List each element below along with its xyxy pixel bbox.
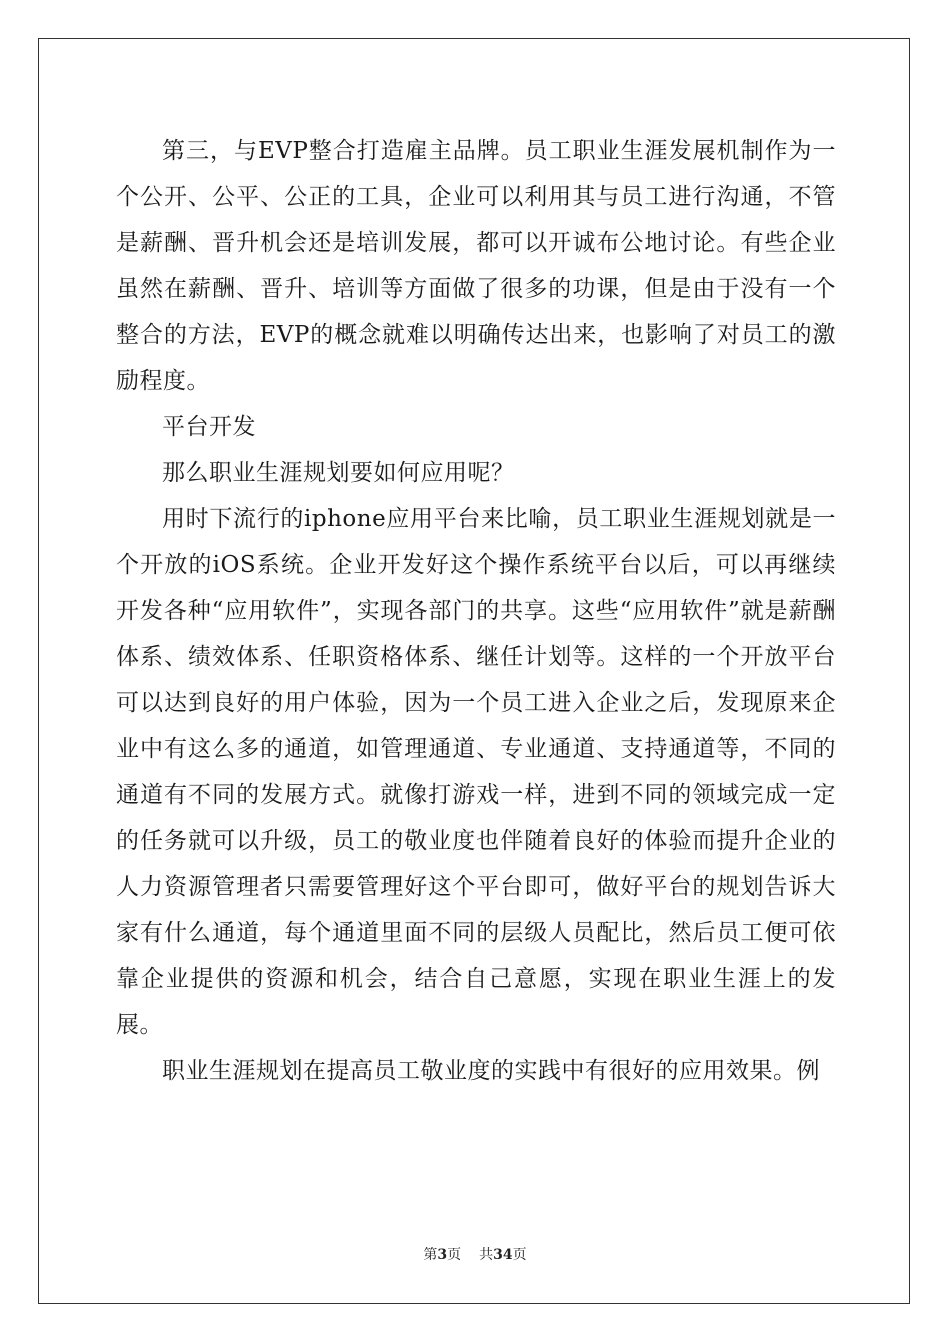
page-footer: [0, 1246, 950, 1264]
paragraph-evp-branding: 第三，与EVP整合打造雇主品牌。员工职业生涯发展机制作为一个公开、公平、公正的工具，企业可以利用其与员工进行沟通，不管是薪酬、晋升机会还是培训发展，都可以开诚布公地讨论。有些企业虽然在薪酬、晋升、培训等方面做了很多的功课，但是由于没有一个整合的方法，EVP的概念就难以明确传达出来，也影响了对员工的激励程度。: [116, 138, 836, 394]
total-page-count: 34: [493, 1247, 513, 1263]
section-heading-platform: 平台开发: [162, 414, 256, 440]
page-suffix: 页: [447, 1247, 462, 1263]
paragraph-question: 那么职业生涯规划要如何应用呢？: [162, 460, 515, 486]
page-prefix: 第: [423, 1247, 438, 1263]
paragraph-iphone-analogy: 用时下流行的iphone应用平台来比喻，员工职业生涯规划就是一个开放的iOS系统。企业开发好这个操作系统平台以后，可以再继续开发各种“应用软件”，实现各部门的共享。这些“应用软件”就是薪酬体系、绩效体系、任职资格体系、继任计划等。这样的一个开放平台可以达到良好的用户体验，因为一个员工进入企业之后，发现原来企业中有这么多的通道，如管理通道、专业通道、支持通道等，不同的通道有不同的发展方式。就像打游戏一样，进到不同的领域完成一定的任务就可以升级，员工的敬业度也伴随着良好的体验而提升企业的人力资源管理者只需要管理好这个平台即可，做好平台的规划告诉大家有什么通道，每个通道里面不同的层级人员配比，然后员工便可依靠企业提供的资源和机会，结合自己意愿，实现在职业生涯上的发展。: [116, 506, 836, 1038]
paragraph-application-effect: 职业生涯规划在提高员工敬业度的实践中有很好的应用效果。例: [162, 1058, 820, 1084]
current-page-number: 3: [437, 1247, 448, 1263]
document-body: [116, 128, 836, 1094]
total-suffix: 页: [512, 1247, 527, 1263]
total-prefix: 共: [479, 1247, 494, 1263]
